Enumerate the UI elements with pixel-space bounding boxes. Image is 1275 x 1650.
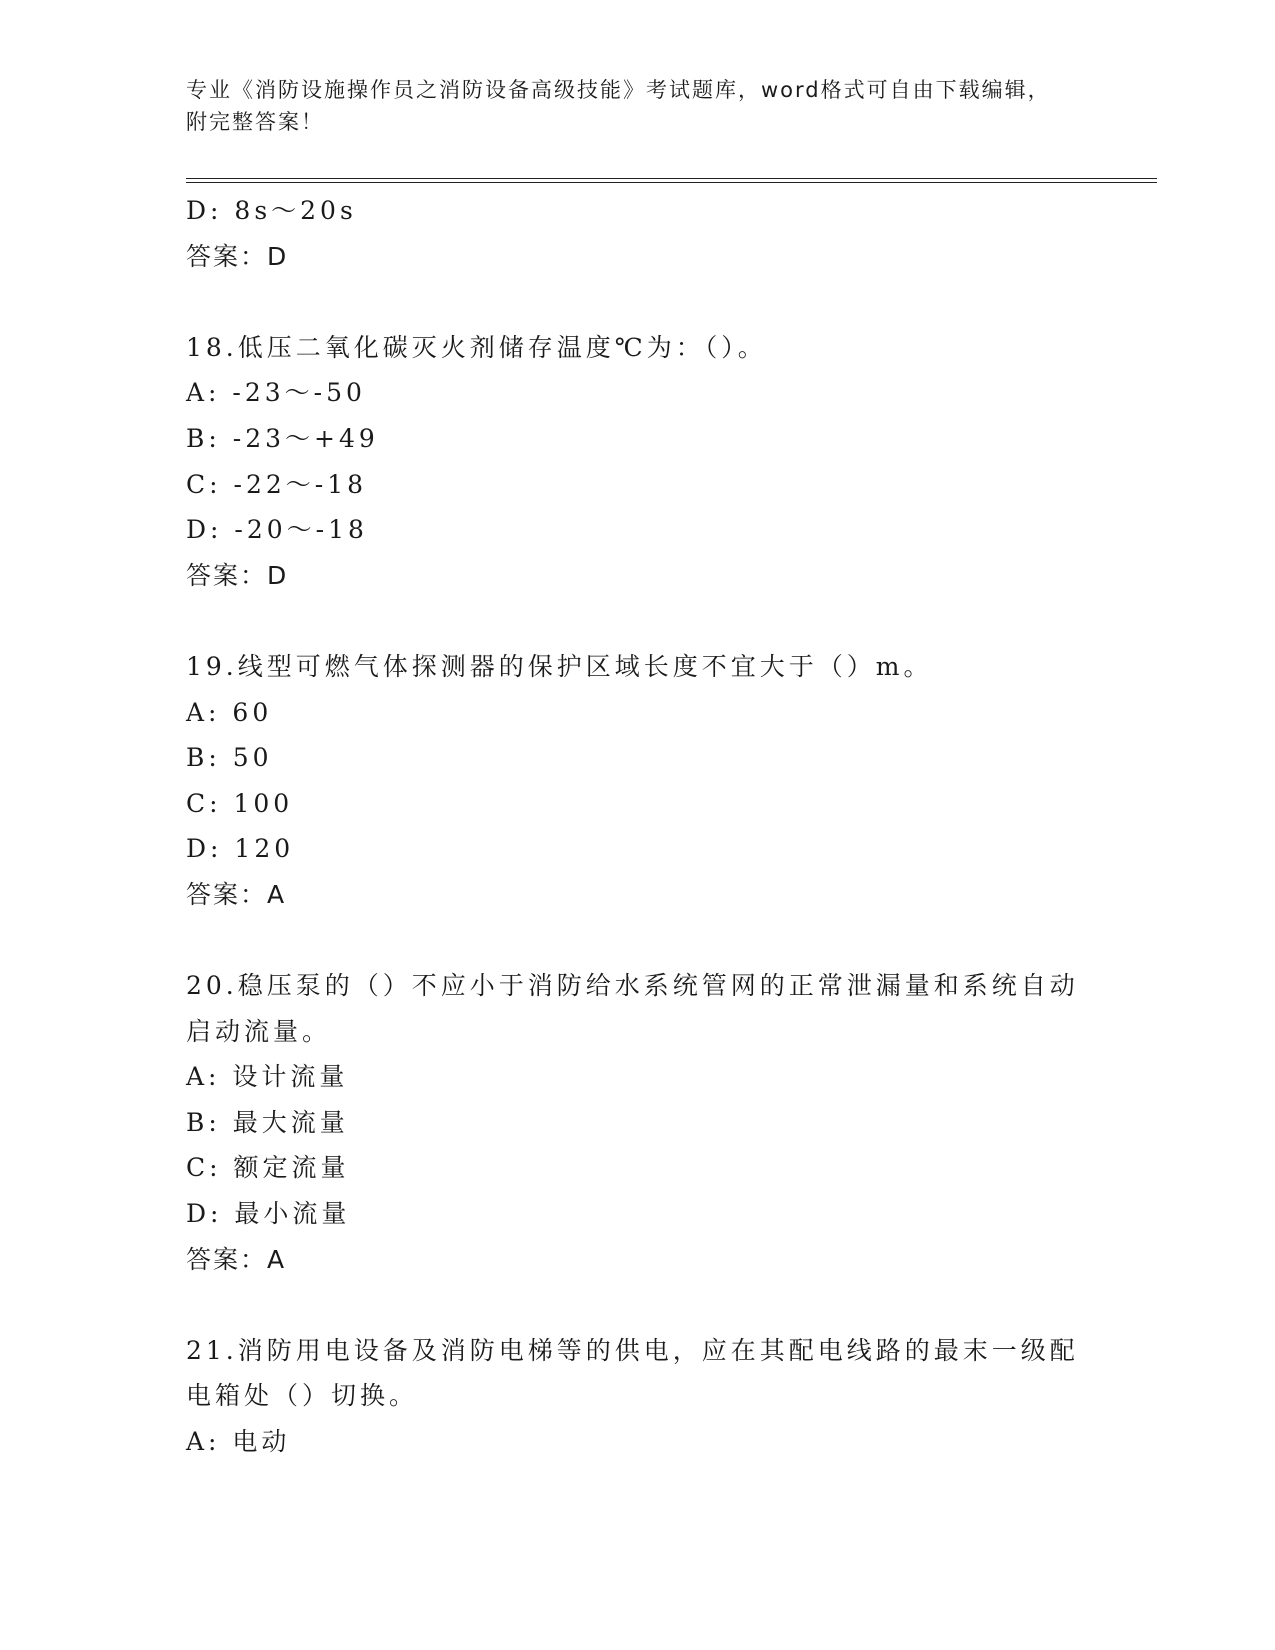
option-line: D: 最小流量 [186, 1199, 351, 1229]
option-line: D: 8s～20s [186, 196, 357, 225]
option-line: B: -23～+49 [186, 423, 379, 453]
question-text: 21.消防用电设备及消防电梯等的供电，应在其配电线路的最末一级配电箱处（）切换。 [186, 1335, 1079, 1411]
spacer [186, 1282, 1086, 1328]
spacer [186, 279, 1086, 325]
option-line: B: 最大流量 [186, 1107, 349, 1137]
option-line: D: 120 [186, 834, 295, 864]
question-text: 19.线型可燃气体探测器的保护区域长度不宜大于（）m。 [186, 651, 933, 681]
question-text: 20.稳压泵的（）不应小于消防给水系统管网的正常泄漏量和系统自动启动流量。 [186, 971, 1079, 1046]
option-line: A: -23～-50 [186, 378, 366, 408]
spacer [186, 918, 1086, 964]
option-line: C: 额定流量 [186, 1153, 350, 1183]
option-line: D: -20～-18 [186, 515, 368, 545]
question-block [186, 644, 1086, 918]
spacer [186, 598, 1086, 644]
option-line: C: 100 [186, 788, 294, 818]
header-divider [186, 178, 1157, 183]
answer-line: 答案：D [186, 241, 289, 271]
question-block [186, 325, 1086, 599]
answer-line: 答案：A [186, 1244, 287, 1274]
question-list [186, 188, 1086, 1465]
question-text: 18.低压二氧化碳灭火剂储存温度℃为：（）。 [186, 332, 767, 362]
option-line: A: 60 [186, 697, 273, 727]
option-line: C: -22～-18 [186, 469, 368, 499]
option-line: A: 设计流量 [186, 1062, 349, 1092]
option-line: B: 50 [186, 743, 273, 773]
document-header: 专业《消防设施操作员之消防设备高级技能》考试题库，word格式可自由下载编辑，附完整答案！ [186, 78, 1051, 134]
answer-line: 答案：D [186, 560, 289, 590]
answer-line: 答案：A [186, 879, 287, 909]
option-line: A: 电动 [186, 1427, 291, 1457]
question-block [186, 1328, 1086, 1465]
question-block [186, 963, 1086, 1282]
